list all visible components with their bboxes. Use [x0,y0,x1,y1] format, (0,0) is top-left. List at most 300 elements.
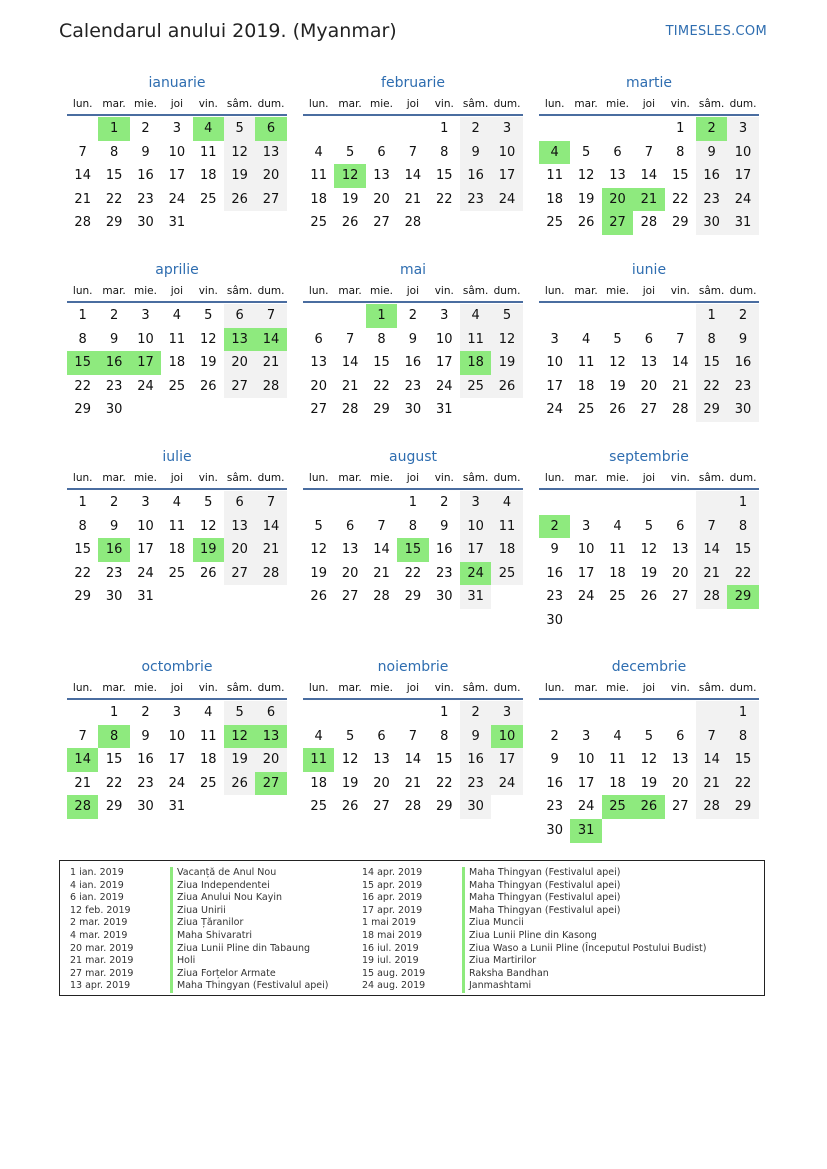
day-cell: 6 [644,331,653,347]
legend-holiday-name: Ziua Anului Nou Kayin [170,892,282,905]
weekday-label: vin. [198,682,218,694]
day-cell: 6 [224,304,255,328]
day-cell: 23 [460,772,491,796]
holiday-day-cell: 15 [67,351,98,375]
legend-holiday-name: Maha Thingyan (Festivalul apei) [462,867,621,880]
weekday-label: mar. [574,285,598,297]
empty-cell [602,304,633,328]
day-cell: 12 [341,752,359,768]
day-cell: 29 [671,215,689,231]
day-cell: 22 [105,191,123,207]
day-cell: 12 [491,328,522,352]
day-cell: 5 [345,144,355,160]
day-cell: 15 [671,168,689,184]
holiday-day-cell: 27 [602,211,633,235]
empty-cell [303,304,334,328]
empty-cell [570,117,601,141]
day-cell: 4 [581,331,591,347]
day-cell: 27 [341,589,359,605]
day-cell: 30 [404,402,422,418]
day-cell: 26 [609,402,626,418]
day-cell: 5 [224,117,255,141]
day-cell: 4 [460,304,491,328]
day-cell: 16 [727,351,758,375]
day-cell: 11 [168,518,186,534]
weekday-header [67,678,287,700]
day-cell: 24 [577,589,595,605]
day-cell: 3 [460,491,491,515]
weekday-header [303,94,523,116]
legend-row [362,880,706,893]
month-iunie [539,259,759,422]
empty-cell [539,304,570,328]
holiday-day-cell: 8 [98,725,129,749]
day-cell: 5 [491,304,522,328]
day-cell: 12 [577,168,595,184]
weekday-label: joi [406,682,419,694]
month-name: noiembrie [377,659,449,675]
day-cell: 9 [109,331,119,347]
weekday-label: lun. [72,472,93,484]
day-cell: 5 [345,728,355,744]
day-cell: 20 [310,378,327,394]
holiday-day-cell: 4 [539,141,570,165]
day-cell: 31 [168,799,186,815]
day-cell: 25 [460,375,491,399]
holiday-day-cell: 27 [255,772,286,796]
holiday-day-cell: 14 [255,328,286,352]
day-cell: 7 [408,728,417,744]
day-cell: 12 [224,141,255,165]
day-cell: 25 [199,775,217,791]
legend-row [70,943,329,956]
day-cell: 27 [255,188,286,212]
day-cell: 9 [460,725,491,749]
empty-cell [570,491,601,515]
weekday-label: mie. [370,682,393,694]
day-cell: 3 [581,518,591,534]
day-cell: 26 [310,589,327,605]
empty-cell [633,701,664,725]
day-cell: 8 [440,728,449,744]
day-cell: 20 [341,565,359,581]
empty-cell [665,701,696,725]
day-cell: 19 [577,191,595,207]
day-cell: 24 [491,188,522,212]
legend-column-left [70,867,329,993]
day-cell: 6 [224,491,255,515]
weekday-label: vin. [434,472,454,484]
weekday-label: vin. [198,98,218,110]
holiday-day-cell: 6 [255,117,286,141]
day-cell: 30 [546,822,563,838]
legend-date: 1 ian. 2019 [70,867,124,878]
weekday-label: sâm. [698,98,725,110]
weekday-label: dum. [729,285,757,297]
holiday-day-cell: 16 [98,538,129,562]
legend-holiday-name: Ziua Țăranilor [170,917,243,930]
weekday-label: dum. [257,472,285,484]
holiday-day-cell: 31 [570,819,601,843]
day-cell: 25 [546,215,563,231]
legend-holiday-name: Ziua Lunii Pline din Tabaung [170,943,310,956]
day-cell: 29 [74,589,91,605]
empty-cell [633,491,664,515]
day-cell: 17 [460,538,491,562]
day-cell: 21 [696,772,727,796]
empty-cell [334,304,365,328]
holiday-day-cell: 16 [98,351,129,375]
weekday-label: mie. [606,682,629,694]
day-cell: 6 [314,331,323,347]
weekday-label: lun. [72,682,93,694]
weekday-label: joi [170,285,183,297]
day-cell: 5 [224,701,255,725]
weekday-label: mie. [606,472,629,484]
empty-cell [303,701,334,725]
empty-cell [602,701,633,725]
day-cell: 8 [377,331,386,347]
weekday-label: lun. [308,98,329,110]
day-cell: 2 [460,701,491,725]
day-cell: 1 [440,121,449,136]
month-aprilie [67,259,287,422]
brand-logo-text[interactable]: TIMESLES.COM [665,24,767,39]
day-cell: 14 [671,355,689,371]
weekday-label: mie. [134,472,157,484]
legend-row [362,892,706,905]
legend-holiday-name: Ziua Waso a Lunii Pline (Începutul Postului Budist) [462,943,706,956]
month-ianuarie [67,72,287,235]
day-cell: 26 [577,215,595,231]
legend-holiday-name: Maha Thingyan (Festivalul apei) [462,905,621,918]
legend-date: 6 ian. 2019 [70,892,124,904]
day-cell: 10 [168,144,186,160]
holiday-day-cell: 11 [303,748,334,772]
day-grid [539,304,759,422]
day-cell: 1 [109,705,119,720]
day-cell: 20 [373,775,390,791]
page-title: Calendarul anului 2019. (Myanmar) [59,20,397,42]
day-cell: 27 [671,799,689,815]
weekday-label: joi [642,98,655,110]
weekday-label: mie. [134,98,157,110]
day-cell: 29 [105,799,123,815]
day-cell: 26 [341,799,359,815]
legend-row [362,917,706,930]
day-cell: 17 [137,542,154,558]
empty-cell [696,491,727,515]
weekday-label: sâm. [698,472,725,484]
day-cell: 11 [168,331,186,347]
day-cell: 8 [440,144,449,160]
day-cell: 7 [408,144,417,160]
holiday-day-cell: 26 [633,795,664,819]
day-cell: 9 [408,331,417,347]
day-cell: 17 [577,565,595,581]
weekday-label: mie. [134,285,157,297]
day-cell: 21 [255,351,286,375]
weekday-label: joi [642,682,655,694]
day-cell: 10 [491,141,522,165]
day-cell: 2 [460,117,491,141]
day-cell: 2 [440,495,449,510]
day-cell: 12 [199,331,217,347]
day-cell: 5 [314,518,323,534]
legend-row [70,867,329,880]
legend-holiday-name: Maha Shivaratri [170,930,252,943]
legend-date: 2 mar. 2019 [70,917,128,929]
empty-cell [633,304,664,328]
holiday-day-cell: 29 [727,585,758,609]
weekday-label: mie. [370,285,393,297]
day-cell: 2 [727,304,758,328]
day-cell: 20 [255,748,286,772]
day-cell: 13 [224,515,255,539]
day-cell: 13 [373,752,390,768]
weekday-label: sâm. [226,682,253,694]
holiday-day-cell: 25 [602,795,633,819]
day-cell: 15 [435,168,453,184]
day-cell: 23 [435,565,453,581]
empty-cell [334,701,365,725]
day-cell: 3 [172,121,181,136]
legend-date: 16 iul. 2019 [362,942,419,954]
day-cell: 28 [255,375,286,399]
empty-cell [334,117,365,141]
legend-holiday-name: Ziua Martirilor [462,955,536,968]
day-cell: 24 [435,378,453,394]
legend-row [70,968,329,981]
legend-row [70,880,329,893]
day-cell: 25 [168,378,186,394]
day-cell: 2 [109,308,119,323]
day-grid [303,491,523,609]
weekday-label: mar. [102,285,126,297]
day-cell: 18 [609,775,626,791]
day-cell: 12 [609,355,626,371]
day-cell: 3 [141,495,150,510]
day-cell: 30 [435,589,453,605]
empty-cell [334,491,365,515]
day-cell: 13 [640,355,658,371]
day-cell: 14 [341,355,359,371]
day-cell: 19 [640,565,658,581]
day-cell: 24 [546,402,563,418]
day-cell: 10 [577,752,595,768]
day-cell: 23 [546,589,563,605]
day-cell: 4 [314,144,323,160]
day-cell: 15 [105,752,123,768]
legend-row [362,905,706,918]
legend-column-right [362,867,706,993]
month-name: iunie [631,262,667,278]
day-cell: 26 [199,565,217,581]
day-cell: 17 [435,355,453,371]
day-cell: 16 [460,748,491,772]
day-cell: 23 [404,378,422,394]
day-grid [539,701,759,843]
empty-cell [570,304,601,328]
day-cell: 11 [546,168,563,184]
legend-date: 16 apr. 2019 [362,892,423,904]
weekday-header [67,468,287,490]
holiday-day-cell: 21 [633,188,664,212]
legend-date: 18 mai 2019 [362,929,423,941]
day-cell: 22 [74,565,91,581]
day-cell: 2 [141,705,150,720]
weekday-label: sâm. [462,682,489,694]
weekday-label: joi [170,472,183,484]
weekday-label: mie. [134,682,157,694]
weekday-label: joi [170,682,183,694]
day-cell: 13 [671,542,689,558]
weekday-label: mar. [338,285,362,297]
day-cell: 3 [727,117,758,141]
day-cell: 24 [168,775,186,791]
day-cell: 9 [141,728,150,744]
day-cell: 20 [224,538,255,562]
day-cell: 17 [491,164,522,188]
day-cell: 25 [609,589,626,605]
day-cell: 20 [671,775,689,791]
day-cell: 11 [491,515,522,539]
weekday-label: joi [642,285,655,297]
weekday-label: dum. [493,472,521,484]
weekday-label: lun. [308,285,329,297]
legend-holiday-name: Maha Thingyan (Festivalul apei) [462,892,621,905]
weekday-header [539,468,759,490]
legend-date: 15 aug. 2019 [362,967,426,979]
day-cell: 11 [609,752,626,768]
legend-holiday-name: Ziua Lunii Pline din Kasong [462,930,597,943]
weekday-label: dum. [729,682,757,694]
day-cell: 4 [172,495,181,510]
weekday-label: lun. [544,285,565,297]
weekday-label: mar. [102,472,126,484]
empty-cell [696,701,727,725]
empty-cell [570,701,601,725]
legend-row [70,905,329,918]
day-cell: 18 [310,775,327,791]
holiday-day-cell: 17 [130,351,161,375]
day-cell: 13 [373,168,390,184]
legend-date: 20 mar. 2019 [70,942,134,954]
day-cell: 16 [546,775,563,791]
day-cell: 31 [435,402,453,418]
day-cell: 16 [404,355,422,371]
day-cell: 9 [550,542,559,558]
legend-date: 19 iul. 2019 [362,955,419,967]
day-cell: 19 [491,351,522,375]
holiday-day-cell: 4 [193,117,224,141]
weekday-label: dum. [257,682,285,694]
weekday-label: vin. [670,472,690,484]
day-cell: 28 [341,402,359,418]
day-cell: 18 [168,355,186,371]
day-cell: 15 [696,351,727,375]
legend-holiday-name: Vacanță de Anul Nou [170,867,276,880]
month-name: aprilie [155,262,199,278]
holiday-day-cell: 28 [67,795,98,819]
day-cell: 29 [435,799,453,815]
weekday-label: mie. [370,472,393,484]
day-cell: 9 [109,518,119,534]
day-cell: 22 [404,565,422,581]
day-cell: 25 [199,191,217,207]
day-cell: 5 [644,728,653,744]
empty-cell [366,491,397,515]
weekday-header [539,281,759,303]
day-cell: 28 [74,215,91,231]
day-cell: 18 [609,565,626,581]
day-cell: 16 [546,565,563,581]
month-august [303,446,523,609]
day-cell: 27 [373,799,390,815]
day-cell: 12 [310,542,327,558]
day-cell: 29 [373,402,390,418]
weekday-label: joi [406,285,419,297]
day-cell: 16 [435,542,453,558]
day-grid [303,117,523,235]
month-septembrie [539,446,759,633]
day-cell: 1 [727,491,758,515]
day-cell: 15 [373,355,390,371]
empty-cell [67,117,98,141]
legend-row [362,867,706,880]
day-cell: 7 [255,491,286,515]
day-cell: 17 [546,378,563,394]
day-cell: 1 [78,308,87,323]
day-cell: 26 [640,589,658,605]
weekday-label: vin. [198,472,218,484]
day-cell: 21 [404,191,422,207]
day-cell: 17 [168,168,186,184]
weekday-label: lun. [72,98,93,110]
weekday-label: mar. [338,682,362,694]
weekday-header [539,94,759,116]
weekday-label: dum. [493,285,521,297]
legend-row [70,917,329,930]
day-cell: 30 [460,795,491,819]
day-cell: 16 [137,752,154,768]
day-cell: 31 [137,589,154,605]
legend-date: 27 mar. 2019 [70,967,134,979]
day-cell: 23 [105,378,123,394]
day-cell: 9 [727,328,758,352]
holiday-day-cell: 20 [602,188,633,212]
day-cell: 3 [491,701,522,725]
day-cell: 18 [577,378,595,394]
day-cell: 1 [408,495,417,510]
weekday-label: sâm. [226,472,253,484]
day-cell: 15 [435,752,453,768]
day-cell: 4 [172,308,181,323]
empty-cell [665,491,696,515]
weekday-label: joi [170,98,183,110]
day-cell: 19 [640,775,658,791]
day-cell: 7 [644,144,653,160]
weekday-label: lun. [308,472,329,484]
day-cell: 24 [137,565,154,581]
day-cell: 27 [224,375,255,399]
day-cell: 13 [341,542,359,558]
day-cell: 20 [255,164,286,188]
day-cell: 8 [727,725,758,749]
legend-date: 13 apr. 2019 [70,980,131,992]
weekday-label: sâm. [462,285,489,297]
day-cell: 23 [137,191,154,207]
